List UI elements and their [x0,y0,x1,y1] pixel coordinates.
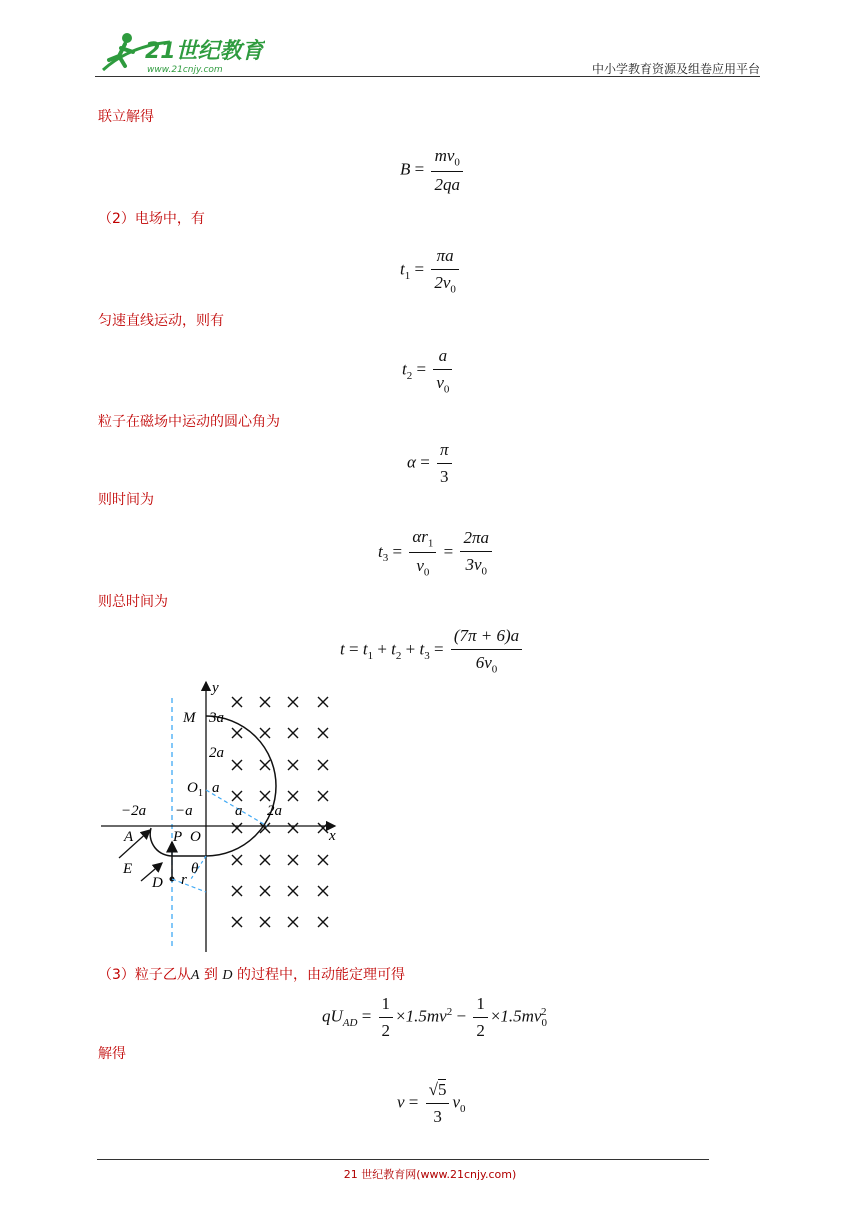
eq-number: 3 [433,1107,442,1126]
eq-symbol: αr [412,527,428,546]
equation-v: v = $\frac{√5}{3}$ $v_0$ [397,1080,466,1126]
label-p: P [173,829,183,845]
eq-symbol: v [452,1092,461,1112]
eq-symbol: 3v [465,555,482,575]
text-segment: （3）粒子乙从 [98,967,191,983]
eq-symbol: πa [436,246,454,265]
eq-symbol: v [436,373,444,392]
eq-symbol: B [400,159,411,179]
label-o1: O [187,780,198,796]
logo-icon [95,30,265,78]
footer-divider [97,1159,709,1160]
eq-subscript: 2 [406,370,413,382]
eq-symbol: π [440,440,449,459]
eq-number: 2 [476,1021,485,1040]
label-nega: −a [175,803,193,819]
header-divider [95,76,760,77]
eq-subscript: 0 [423,566,430,579]
label-3a: 3a [209,710,224,726]
header [95,30,760,76]
eq-symbol: 2πa [463,528,489,548]
equation-energy: $qU_{AD}$ = $\frac{1}{2}$ $\times 1.5mv^2$ − $\frac{1}{2}$ $\times 1.5mv_0^2$ [322,994,547,1040]
label-e: E [123,861,133,877]
text-line: 粒子在磁场中运动的圆心角为 [98,414,280,430]
equation-total-time: $t = t_1 + t_2 + t_3$ = $\frac{(7\pi + 6)a}{6v_0}$ [340,626,525,675]
fraction [431,246,459,295]
logo-url: www.21cnjy.com [147,65,223,75]
eq-symbol: 6v [475,653,492,672]
eq-symbol: t [378,541,383,561]
eq-number: 1 [473,994,488,1018]
fraction [409,527,436,579]
text-line: （2）电场中，有 [98,211,205,227]
label-neg2a: −2a [121,803,147,819]
eq-subscript: 1 [404,270,411,282]
fraction [460,528,492,577]
eq-subscript: 0 [460,1102,466,1115]
label-2a-x: 2a [267,803,282,819]
eq-symbol: (7π + 6)a [453,626,520,645]
eq-symbol: v [397,1092,405,1112]
eq-symbol: 2v [434,273,451,292]
eq-symbol: t [400,259,405,279]
equation-t2: $t_2$ = $\frac{a}{v_0}$ [402,346,455,395]
text-line: 联立解得 [98,109,154,125]
eq-symbol: α [407,452,416,472]
label-x: x [329,828,336,844]
label-y: y [212,680,219,696]
eq-number: 3 [440,467,449,486]
fraction [379,994,394,1041]
text-var: A [190,968,200,983]
eq-subscript: 1 [427,537,434,550]
equation-t1: $t_1$ = $\frac{\pi a}{2v_0}$ [400,246,462,295]
eq-number: 5 [437,1080,447,1099]
eq-subscript: 0 [481,565,487,578]
footer-text: 21 世纪教育网(www.21cnjy.com) [343,1168,517,1181]
eq-symbol: 2qa [434,175,460,195]
eq-symbol: mv [434,146,455,165]
text-line: 则总时间为 [98,594,168,610]
fraction [433,346,452,395]
label-r: r [181,872,187,888]
label-d: D [152,875,163,891]
eq-symbol: a [438,346,448,365]
equation-t3: $t_3$ = $\frac{\alpha r_1}{v_0}$ = $\frac{2\pi a}{3v_0}$ [378,527,495,579]
eq-subscript: AD [342,1016,358,1029]
label-o1-sub: 1 [198,788,203,799]
platform-name: 中小学教育资源及组卷应用平台 [591,62,760,76]
label-2a-y: 2a [209,745,224,761]
text-var: D [222,968,233,983]
fraction [473,994,488,1041]
fraction [437,440,452,487]
label-a-y: a [212,780,220,796]
text-segment: 到 [199,967,223,983]
equation-b: B = $\frac{mv_0}{2qa}$ [400,146,466,195]
eq-number: 2 [381,1021,391,1040]
eq-symbol: v [416,556,424,576]
text-line [98,964,405,984]
fraction [431,146,463,195]
eq-subscript: 3 [382,552,389,565]
label-o: O [190,829,201,845]
text-line: 则时间为 [98,492,154,508]
eq-subscript: 0 [443,383,450,396]
eq-subscript: 0 [491,663,498,676]
eq-number: 1 [379,994,394,1018]
text-segment: 的过程中，由动能定理可得 [232,967,405,983]
label-a: A [124,829,134,845]
equation-alpha: α = $\frac{\pi}{3}$ [407,440,455,487]
eq-subscript: 0 [450,283,456,296]
field-diagram [95,678,355,958]
eq-symbol: 1.5mv [405,1006,447,1026]
eq-symbol: 1.5mv [500,1006,542,1026]
fraction: $\frac{√5}{3}$ [426,1080,450,1127]
eq-symbol: qU [322,1006,343,1026]
fraction [451,626,522,675]
eq-symbol: t [402,359,407,379]
label-a-x: a [235,803,243,819]
text-line: 匀速直线运动，则有 [98,313,224,329]
text-line: 解得 [98,1046,126,1062]
radius-dashed-line [172,879,206,892]
label-m: M [183,710,196,726]
logo-text: 21世纪教育 [145,39,264,64]
eq-subscript: 0 [454,156,460,169]
label-theta: θ [191,861,199,877]
